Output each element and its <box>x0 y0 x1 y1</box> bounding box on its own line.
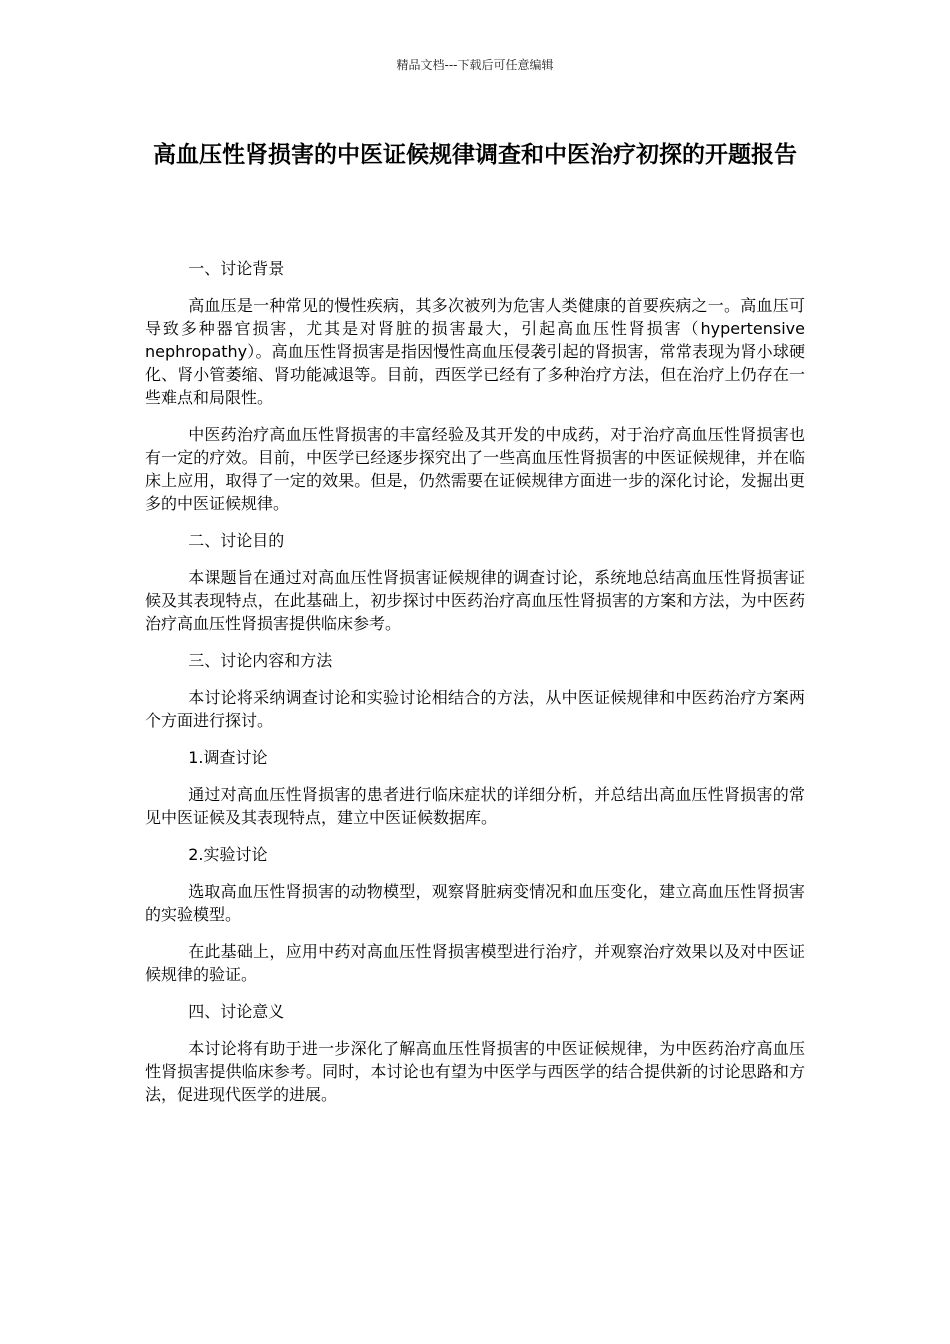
header-note: 精品文档---下载后可任意编辑 <box>396 58 554 72</box>
paragraph-methods: 本讨论将采纳调查讨论和实验讨论相结合的方法，从中医证候规律和中医药治疗方案两个方面进行探讨。 <box>145 688 805 730</box>
paragraph-experiment-2: 在此基础上，应用中药对高血压性肾损害模型进行治疗，并观察治疗效果以及对中医证候规律的验证。 <box>145 942 805 984</box>
paragraph-purpose: 本课题旨在通过对高血压性肾损害证候规律的调查讨论，系统地总结高血压性肾损害证候及其表现特点，在此基础上，初步探讨中医药治疗高血压性肾损害的方案和方法，为中医药治疗高血压性肾损害提供临床参考。 <box>145 568 805 633</box>
paragraph-significance: 本讨论将有助于进一步深化了解高血压性肾损害的中医证候规律，为中医药治疗高血压性肾损害提供临床参考。同时，本讨论也有望为中医学与西医学的结合提供新的讨论思路和方法，促进现代医学的进展。 <box>145 1039 805 1104</box>
paragraph-experiment-1: 选取高血压性肾损害的动物模型，观察肾脏病变情况和血压变化，建立高血压性肾损害的实验模型。 <box>145 882 805 924</box>
section-heading-background: 一、讨论背景 <box>188 259 285 278</box>
paragraph-background-2: 中医药治疗高血压性肾损害的丰富经验及其开发的中成药，对于治疗高血压性肾损害也有一定的疗效。目前，中医学已经逐步探究出了一些高血压性肾损害的中医证候规律，并在临床上应用，取得了一定的效果。但是，仍然需要在证候规律方面进一步的深化讨论，发掘出更多的中医证候规律。 <box>145 425 805 513</box>
subheading-experiment: 2.实验讨论 <box>188 845 268 864</box>
document-title: 高血压性肾损害的中医证候规律调查和中医治疗初探的开题报告 <box>153 142 797 168</box>
subheading-survey: 1.调查讨论 <box>188 748 268 767</box>
paragraph-survey: 通过对高血压性肾损害的患者进行临床症状的详细分析，并总结出高血压性肾损害的常见中医证候及其表现特点，建立中医证候数据库。 <box>145 785 805 827</box>
document-body <box>145 257 805 1120</box>
paragraph-background-1: 高血压是一种常见的慢性疾病，其多次被列为危害人类健康的首要疾病之一。高血压可导致多种器官损害，尤其是对肾脏的损害最大，引起高血压性肾损害（hypertensive nephropathy）。高血压性肾损害是指因慢性高血压侵袭引起的肾损害，常常表现为肾小球硬化、肾小管萎缩、肾功能减退等。目前，西医学已经有了多种治疗方法，但在治疗上仍存在一些难点和局限性。 <box>145 296 805 407</box>
section-heading-methods: 三、讨论内容和方法 <box>188 651 333 670</box>
section-heading-significance: 四、讨论意义 <box>188 1002 285 1021</box>
section-heading-purpose: 二、讨论目的 <box>188 531 285 550</box>
